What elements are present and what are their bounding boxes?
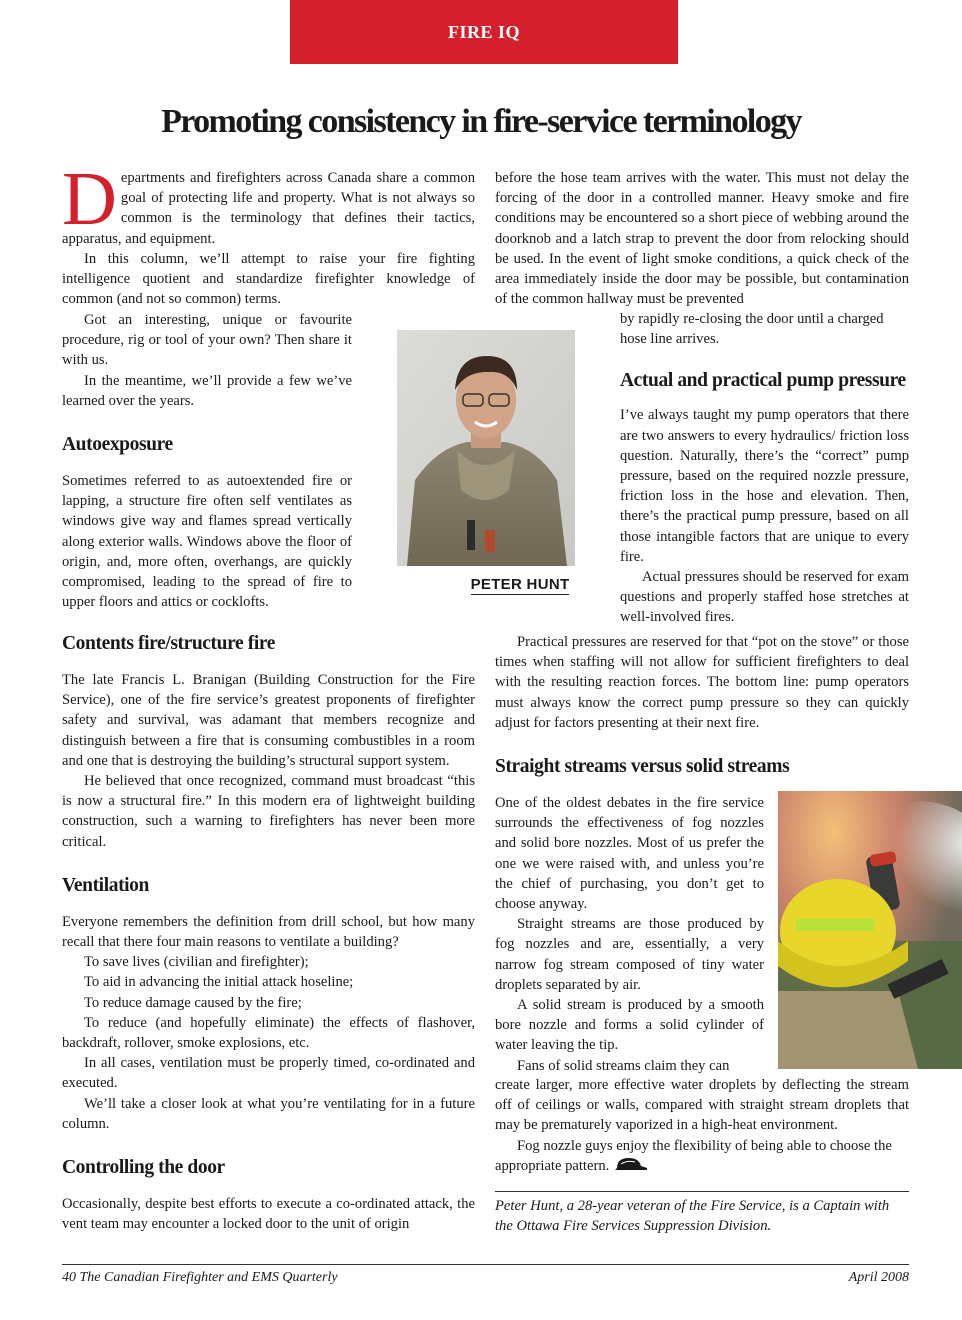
- streams-paragraph-5-text: Fog nozzle guys enjoy the flexibility of being able to choose the appropriate pattern.: [495, 1137, 892, 1174]
- footer-left: 40 The Canadian Firefighter and EMS Quarterly: [62, 1270, 338, 1285]
- footer-right: April 2008: [848, 1270, 909, 1285]
- streams-paragraph-2: Straight streams are those produced by fog nozzles and are, essentially, a very narrow fog stream composed of tiny water droplets separated by air.: [495, 916, 764, 993]
- ventilation-item: To save lives (civilian and firefighter);: [84, 954, 309, 971]
- footer-divider: [62, 1264, 909, 1265]
- door-heading: Controlling the door: [62, 1157, 225, 1179]
- caption-text: PETER HUNT: [470, 576, 570, 593]
- author-bio: Peter Hunt, a 28-year veteran of the Fire Service, is a Captain with the Ottawa Fire Services Suppression Division.: [495, 1198, 890, 1235]
- ventilation-paragraph-2: In all cases, ventilation must be properly timed, co-ordinated and executed.: [62, 1055, 475, 1092]
- streams-paragraph-4-start: Fans of solid streams claim they can: [517, 1057, 730, 1074]
- intro-text: epartments and firefighters across Canada share a common goal of protecting life and property. What is not always so common is the terminology that defines their tactics, apparatus, and equipment.: [62, 170, 475, 247]
- autoexposure-heading: Autoexposure: [62, 434, 173, 456]
- bio-divider: [495, 1191, 909, 1192]
- portrait-photo: [397, 330, 575, 566]
- left-column-lower: [62, 632, 475, 1234]
- contents-heading: Contents fire/structure fire: [62, 633, 275, 654]
- streams-paragraph-4-end: create larger, more effective water droplets by deflecting the stream off of ceilings or walls, compared with straight stream droplets that may be prematurely vaporized in a high-heat environment.: [495, 1077, 909, 1134]
- door-paragraph-end: by rapidly re-closing the door until a charged hose line arrives.: [620, 311, 884, 348]
- pump-heading: Actual and practical pump pressure: [620, 370, 906, 392]
- streams-paragraph-3: A solid stream is produced by a smooth bore nozzle and forms a solid cylinder of water leaving the tip.: [495, 997, 764, 1054]
- door-paragraph: Occasionally, despite best efforts to execute a co-ordinated attack, the vent team may encounter a locked door to the unit of origin: [62, 1196, 475, 1233]
- streams-heading: Straight streams versus solid streams: [495, 756, 790, 778]
- streams-narrow: [495, 793, 764, 1076]
- right-column-top: [495, 168, 909, 309]
- ventilation-item: To reduce damage caused by the fire;: [84, 994, 302, 1011]
- fire-helmet-icon: [613, 1156, 649, 1172]
- firefighter-photo: [778, 791, 962, 1069]
- pump-paragraph-3: Practical pressures are reserved for that “pot on the stove” or those times when staffing will not allow for sufficient firefighters to deal with the resulting reaction forces. The bottom line: pump operators must always know the correct pump pressure so they can quickly adjust for factors presenting at their next fire.: [495, 634, 909, 731]
- pump-paragraph-1: I’ve always taught my pump operators that there are two answers to every hydraulics/ friction loss question. Naturally, there’s the “correct” pump pressure, based on the required nozzle pressure, friction loss in the hose and elevation. Then, there’s the practical pump pressure, based on all those intangible factors that are unique to every fire.: [620, 407, 909, 565]
- contents-paragraph-2: He believed that once recognized, command must broadcast “this is now a structural fire.” In this modern era of lightweight building construction, such a warning to firefighters has never been more critical.: [62, 773, 475, 850]
- door-paragraph-continued: before the hose team arrives with the water. This must not delay the forcing of the door in a controlled manner. Heavy smoke and fire conditions may be encountered so a short piece of webbing around the doorknob and a latch strap to prevent the door from relocking should be used. In the event of light smoke conditions, a quick check of the area immediately inside the door may be possible, but contamination of the common hallway must be prevented: [495, 170, 909, 308]
- streams-lower: [495, 1075, 909, 1176]
- intro-paragraph-2: In this column, we’ll attempt to raise your fire fighting intelligence quotient and standardize firefighter knowledge of common (and not so common) terms.: [62, 250, 475, 308]
- ventilation-paragraph-3: We’ll take a closer look at what you’re ventilating for in a future column.: [62, 1095, 475, 1132]
- drop-cap: D: [62, 157, 117, 241]
- streams-paragraph-5: [495, 1136, 909, 1176]
- contents-paragraph-1: The late Francis L. Branigan (Building Construction for the Fire Service), one of the fire service’s greatest proponents of firefighter safety and survival, was adamant that members recognize and distinguish between a fire that is consuming combustibles in a room and one that is destroying the building’s structural support system.: [62, 672, 475, 769]
- autoexposure-paragraph: Sometimes referred to as autoextended fire or lapping, a structure fire often self ventilates as windows give way and flames spread vertically along exterior walls. Windows above the floor of origin, and, more often, overhangs, are quickly compromised, leading to the spread of fire to upper floors and attics or cocklofts.: [62, 473, 352, 611]
- intro-block-narrow: [62, 310, 352, 612]
- pump-paragraph-2: Actual pressures should be reserved for exam questions and properly staffed hose stretches at well-involved fires.: [620, 569, 909, 626]
- intro-paragraph-3: Got an interesting, unique or favourite procedure, rig or tool of your own? Then share it with us.: [62, 312, 352, 369]
- intro-block: [62, 157, 475, 309]
- streams-paragraph-1: One of the oldest debates in the fire service surrounds the effectiveness of fog nozzles and solid bore nozzles. Most of us prefer the one we were raised with, and unless you’re the chief of purchasing, you don’t get to choose anyway.: [495, 795, 764, 913]
- ventilation-item: To reduce (and hopefully eliminate) the effects of flashover, backdraft, rollover, smoke explosions, etc.: [62, 1014, 475, 1052]
- right-column-narrow: [620, 309, 909, 628]
- ventilation-item: To aid in advancing the initial attack hoseline;: [84, 974, 354, 991]
- intro-paragraph-4: In the meantime, we’ll provide a few we’ve learned over the years.: [62, 372, 352, 409]
- intro-paragraph-1: [62, 157, 475, 249]
- right-column-middle: [495, 632, 909, 793]
- photo-caption: [440, 576, 600, 593]
- portrait-photo-image: [397, 330, 575, 566]
- section-banner: FIRE IQ: [290, 0, 678, 64]
- firefighter-photo-image: [778, 791, 962, 1069]
- ventilation-paragraph-1: Everyone remembers the definition from drill school, but how many recall that there four main reasons to ventilate a building?: [62, 913, 475, 951]
- article-title: Promoting consistency in fire-service terminology: [161, 103, 801, 140]
- ventilation-heading: Ventilation: [62, 874, 149, 896]
